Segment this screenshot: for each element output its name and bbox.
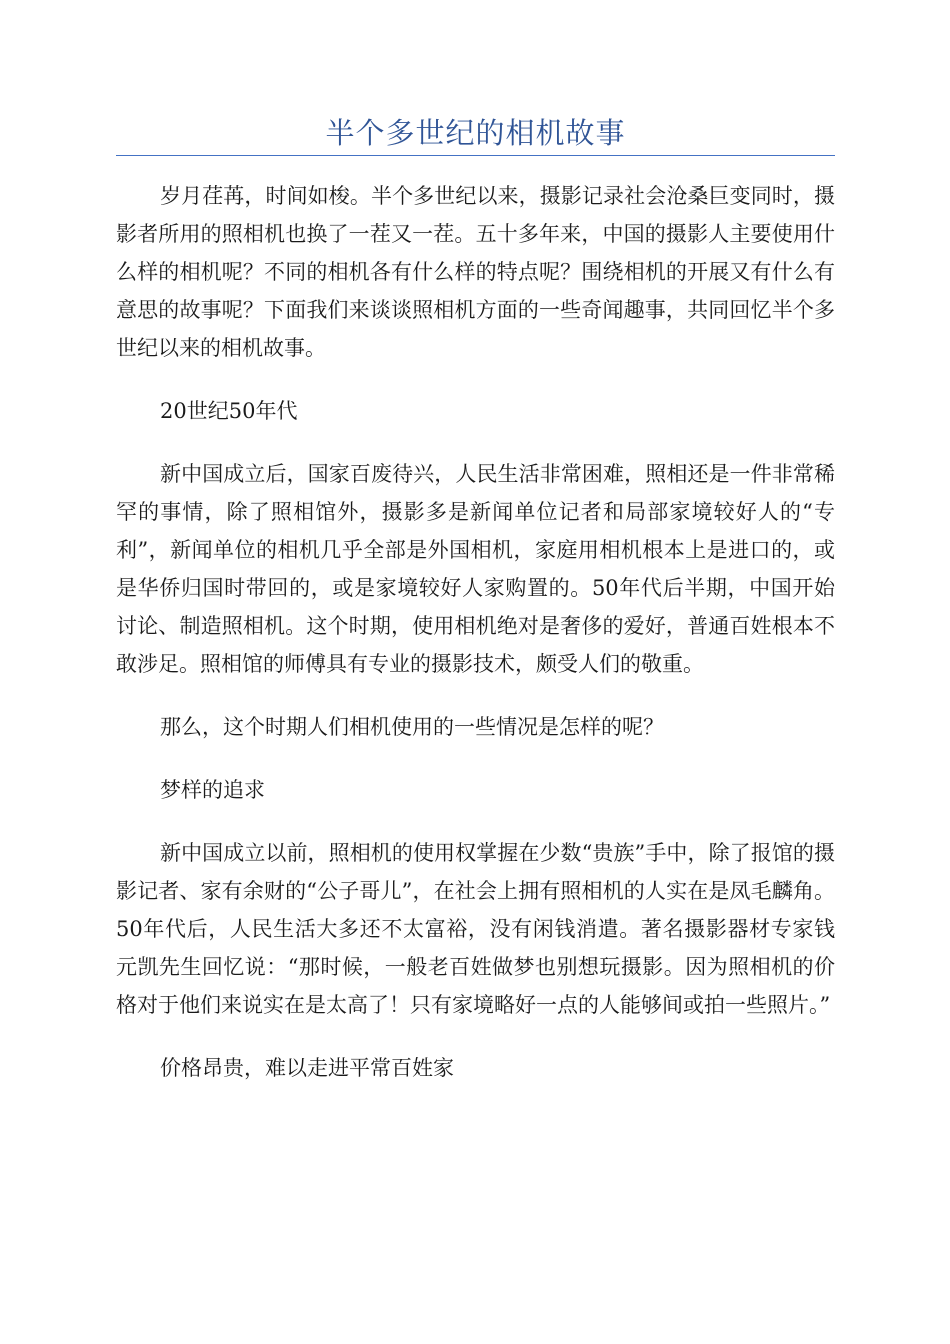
paragraph-question: 那么，这个时期人们相机使用的一些情况是怎样的呢？ (160, 715, 664, 739)
document-body (116, 177, 835, 1087)
paragraph-dream: 新中国成立以前，照相机的使用权掌握在少数“贵族”手中，除了报馆的摄影记者、家有余财的“公子哥儿”，在社会上拥有照相机的人实在是凤毛麟角。50年代后，人民生活大多还不太富裕，没有闲钱消遣。著名摄影器材专家钱元凯先生回忆说：“那时候，一般老百姓做梦也别想玩摄影。因为照相机的价格对于他们来说实在是太高了！只有家境略好一点的人能够间或拍一些照片。” (116, 841, 835, 1017)
section-heading-price: 价格昂贵，难以走进平常百姓家 (160, 1056, 454, 1080)
section-heading-1950s: 20世纪50年代 (160, 399, 298, 423)
section-heading-dream: 梦样的追求 (160, 778, 265, 802)
document-title: 半个多世纪的相机故事 (325, 116, 626, 150)
paragraph-1950s: 新中国成立后，国家百废待兴，人民生活非常困难，照相还是一件非常稀罕的事情，除了照相馆外，摄影多是新闻单位记者和局部家境较好人的“专利”，新闻单位的相机几乎全部是外国相机，家庭用相机根本上是进口的，或是华侨归国时带回的，或是家境较好人家购置的。50年代后半期，中国开始讨论、制造照相机。这个时期，使用相机绝对是奢侈的爱好，普通百姓根本不敢涉足。照相馆的师傅具有专业的摄影技术，颇受人们的敬重。 (116, 462, 835, 676)
document-page (116, 0, 835, 1112)
paragraph-intro: 岁月荏苒，时间如梭。半个多世纪以来，摄影记录社会沧桑巨变同时，摄影者所用的照相机也换了一茬又一茬。五十多年来，中国的摄影人主要使用什么样的相机呢？不同的相机各有什么样的特点呢？围绕相机的开展又有什么有意思的故事呢？下面我们来谈谈照相机方面的一些奇闻趣事，共同回忆半个多世纪以来的相机故事。 (116, 184, 835, 360)
title-underline (116, 155, 835, 156)
